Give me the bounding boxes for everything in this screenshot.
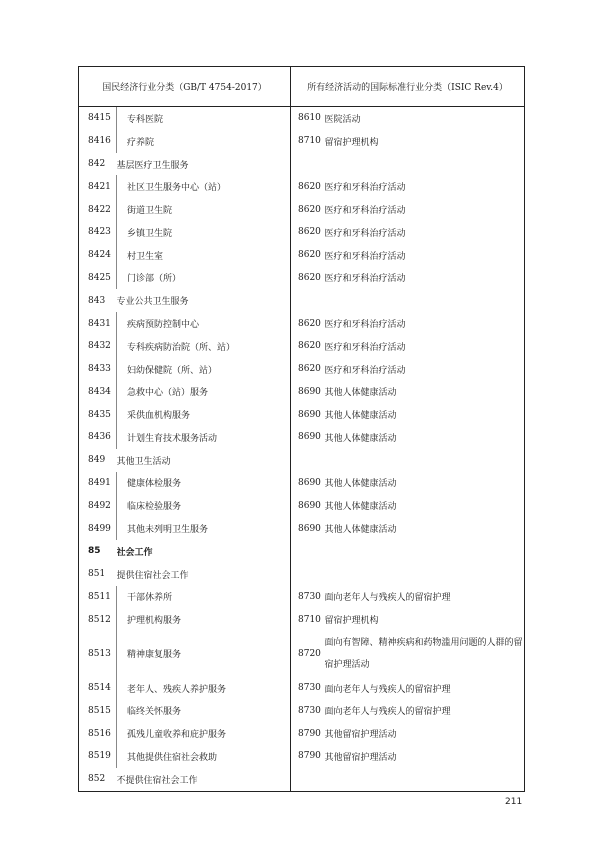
table-row — [79, 198, 525, 221]
table-row — [79, 472, 525, 495]
isic-code: 8610 — [298, 113, 321, 124]
gb-code: 8513 — [79, 631, 117, 677]
gb-code: 8421 — [79, 175, 117, 198]
isic-name: 其他人体健康活动 — [323, 472, 525, 495]
isic-code: 8690 — [298, 500, 321, 511]
isic-name: 其他人体健康活动 — [323, 380, 525, 403]
table-row — [79, 426, 525, 449]
gb-code: 8434 — [79, 380, 117, 403]
gb-name: 其他提供住宿社会救助 — [117, 745, 291, 768]
table-row — [79, 403, 525, 426]
gb-code: 8416 — [79, 130, 117, 153]
gb-code: 8415 — [79, 107, 117, 130]
isic-code: 8790 — [298, 728, 321, 739]
gb-name: 疗养院 — [117, 130, 291, 153]
isic-code: 8620 — [298, 227, 321, 238]
gb-code: 8424 — [79, 244, 117, 267]
isic-code: 8690 — [298, 432, 321, 443]
gb-code: 8492 — [79, 494, 117, 517]
isic-name: 面向有智障、精神疾病和药物滥用问题的人群的留宿护理活动 — [323, 631, 525, 677]
table-body — [79, 67, 525, 792]
table-row — [79, 380, 525, 403]
isic-code — [291, 153, 323, 176]
isic-name: 医院活动 — [323, 107, 525, 130]
isic-code — [291, 563, 323, 586]
gb-name: 护理机构服务 — [117, 608, 291, 631]
isic-name — [323, 540, 525, 563]
table-row — [79, 563, 525, 586]
isic-name — [323, 289, 525, 312]
isic-code: 8690 — [298, 477, 321, 488]
isic-name: 留宿护理机构 — [323, 130, 525, 153]
isic-code: 8730 — [298, 705, 321, 716]
gb-code: 8515 — [79, 699, 117, 722]
isic-name: 其他留宿护理活动 — [323, 722, 525, 745]
gb-name: 临终关怀服务 — [117, 699, 291, 722]
table-row — [79, 358, 525, 381]
gb-name: 临床检验服务 — [117, 494, 291, 517]
isic-code: 8620 — [298, 341, 321, 352]
isic-code: 8710 — [298, 614, 321, 625]
table-row — [79, 244, 525, 267]
isic-name: 医疗和牙科治疗活动 — [323, 358, 525, 381]
gb-name: 健康体检服务 — [117, 472, 291, 495]
isic-name: 医疗和牙科治疗活动 — [323, 312, 525, 335]
gb-name: 专科疾病防治院（所、站） — [117, 335, 291, 358]
gb-name: 精神康复服务 — [117, 631, 291, 677]
gb-code: 842 — [79, 153, 117, 176]
gb-name: 专科医院 — [117, 107, 291, 130]
isic-code: 8620 — [298, 250, 321, 261]
table-row — [79, 267, 525, 290]
table-row — [79, 540, 525, 563]
isic-name: 其他人体健康活动 — [323, 494, 525, 517]
gb-code: 849 — [79, 449, 117, 472]
table-row — [79, 449, 525, 472]
gb-code: 8425 — [79, 267, 117, 290]
table-row — [79, 130, 525, 153]
gb-code: 8516 — [79, 722, 117, 745]
isic-name — [323, 563, 525, 586]
gb-name: 提供住宿社会工作 — [117, 563, 291, 586]
isic-name: 医疗和牙科治疗活动 — [323, 175, 525, 198]
table-row — [79, 608, 525, 631]
isic-name: 面向老年人与残疾人的留宿护理 — [323, 677, 525, 700]
gb-name: 干部休养所 — [117, 586, 291, 609]
header-isic-classification: 所有经济活动的国际标准行业分类（ISIC Rev.4） — [291, 67, 525, 107]
isic-name: 其他留宿护理活动 — [323, 745, 525, 768]
table-row — [79, 586, 525, 609]
isic-code — [291, 289, 323, 312]
gb-code: 85 — [79, 540, 117, 563]
gb-code: 852 — [79, 768, 117, 792]
isic-code: 8790 — [298, 751, 321, 762]
table-row — [79, 312, 525, 335]
classification-table — [78, 66, 525, 792]
gb-name: 村卫生室 — [117, 244, 291, 267]
gb-name: 老年人、残疾人养护服务 — [117, 677, 291, 700]
gb-code: 8511 — [79, 586, 117, 609]
table-row — [79, 677, 525, 700]
table-row — [79, 289, 525, 312]
page-number: 211 — [505, 797, 523, 807]
gb-name: 妇幼保健院（所、站） — [117, 358, 291, 381]
gb-name: 其他卫生活动 — [117, 449, 291, 472]
table-row — [79, 768, 525, 792]
table-header-row — [79, 67, 525, 107]
isic-name: 医疗和牙科治疗活动 — [323, 198, 525, 221]
table-row — [79, 153, 525, 176]
gb-name: 基层医疗卫生服务 — [117, 153, 291, 176]
header-gb-classification: 国民经济行业分类（GB/T 4754-2017） — [79, 67, 291, 107]
gb-name: 疾病预防控制中心 — [117, 312, 291, 335]
gb-name: 专业公共卫生服务 — [117, 289, 291, 312]
isic-name: 其他人体健康活动 — [323, 403, 525, 426]
isic-code — [291, 768, 323, 792]
isic-name — [323, 768, 525, 792]
gb-name: 计划生育技术服务活动 — [117, 426, 291, 449]
isic-code — [291, 449, 323, 472]
isic-name: 面向老年人与残疾人的留宿护理 — [323, 586, 525, 609]
isic-name — [323, 153, 525, 176]
isic-code: 8620 — [298, 272, 321, 283]
table-row — [79, 335, 525, 358]
gb-code: 8431 — [79, 312, 117, 335]
gb-name: 社区卫生服务中心（站） — [117, 175, 291, 198]
gb-code: 8432 — [79, 335, 117, 358]
table-row — [79, 699, 525, 722]
isic-code: 8620 — [298, 318, 321, 329]
table-row — [79, 175, 525, 198]
isic-code: 8690 — [298, 523, 321, 534]
isic-code: 8690 — [298, 386, 321, 397]
gb-code: 8423 — [79, 221, 117, 244]
isic-code: 8690 — [298, 409, 321, 420]
gb-name: 孤残儿童收养和庇护服务 — [117, 722, 291, 745]
isic-name: 面向老年人与残疾人的留宿护理 — [323, 699, 525, 722]
table-row — [79, 745, 525, 768]
isic-name — [323, 449, 525, 472]
gb-name: 其他未列明卫生服务 — [117, 517, 291, 540]
gb-code: 8433 — [79, 358, 117, 381]
table-row — [79, 631, 525, 677]
gb-name: 门诊部（所） — [117, 267, 291, 290]
gb-code: 8422 — [79, 198, 117, 221]
gb-name: 社会工作 — [117, 540, 291, 563]
isic-name: 医疗和牙科治疗活动 — [323, 221, 525, 244]
gb-name: 不提供住宿社会工作 — [117, 768, 291, 792]
gb-code: 843 — [79, 289, 117, 312]
table-row — [79, 107, 525, 130]
isic-code — [291, 540, 323, 563]
isic-name: 其他人体健康活动 — [323, 426, 525, 449]
isic-code: 8730 — [298, 591, 321, 602]
gb-code: 8499 — [79, 517, 117, 540]
gb-code: 8491 — [79, 472, 117, 495]
gb-name: 街道卫生院 — [117, 198, 291, 221]
gb-code: 851 — [79, 563, 117, 586]
gb-code: 8512 — [79, 608, 117, 631]
isic-code: 8620 — [298, 364, 321, 375]
gb-code: 8514 — [79, 677, 117, 700]
isic-code: 8620 — [298, 181, 321, 192]
gb-name: 急救中心（站）服务 — [117, 380, 291, 403]
table-row — [79, 494, 525, 517]
gb-code: 8436 — [79, 426, 117, 449]
isic-name: 留宿护理机构 — [323, 608, 525, 631]
isic-name: 医疗和牙科治疗活动 — [323, 267, 525, 290]
gb-name: 乡镇卫生院 — [117, 221, 291, 244]
isic-code: 8620 — [298, 204, 321, 215]
table-row — [79, 221, 525, 244]
table-row — [79, 722, 525, 745]
gb-code: 8435 — [79, 403, 117, 426]
isic-code: 8730 — [298, 683, 321, 694]
isic-name: 医疗和牙科治疗活动 — [323, 335, 525, 358]
isic-name: 其他人体健康活动 — [323, 517, 525, 540]
gb-code: 8519 — [79, 745, 117, 768]
gb-name: 采供血机构服务 — [117, 403, 291, 426]
isic-code: 8710 — [298, 136, 321, 147]
isic-name: 医疗和牙科治疗活动 — [323, 244, 525, 267]
table-row — [79, 517, 525, 540]
isic-code: 8720 — [298, 648, 321, 659]
